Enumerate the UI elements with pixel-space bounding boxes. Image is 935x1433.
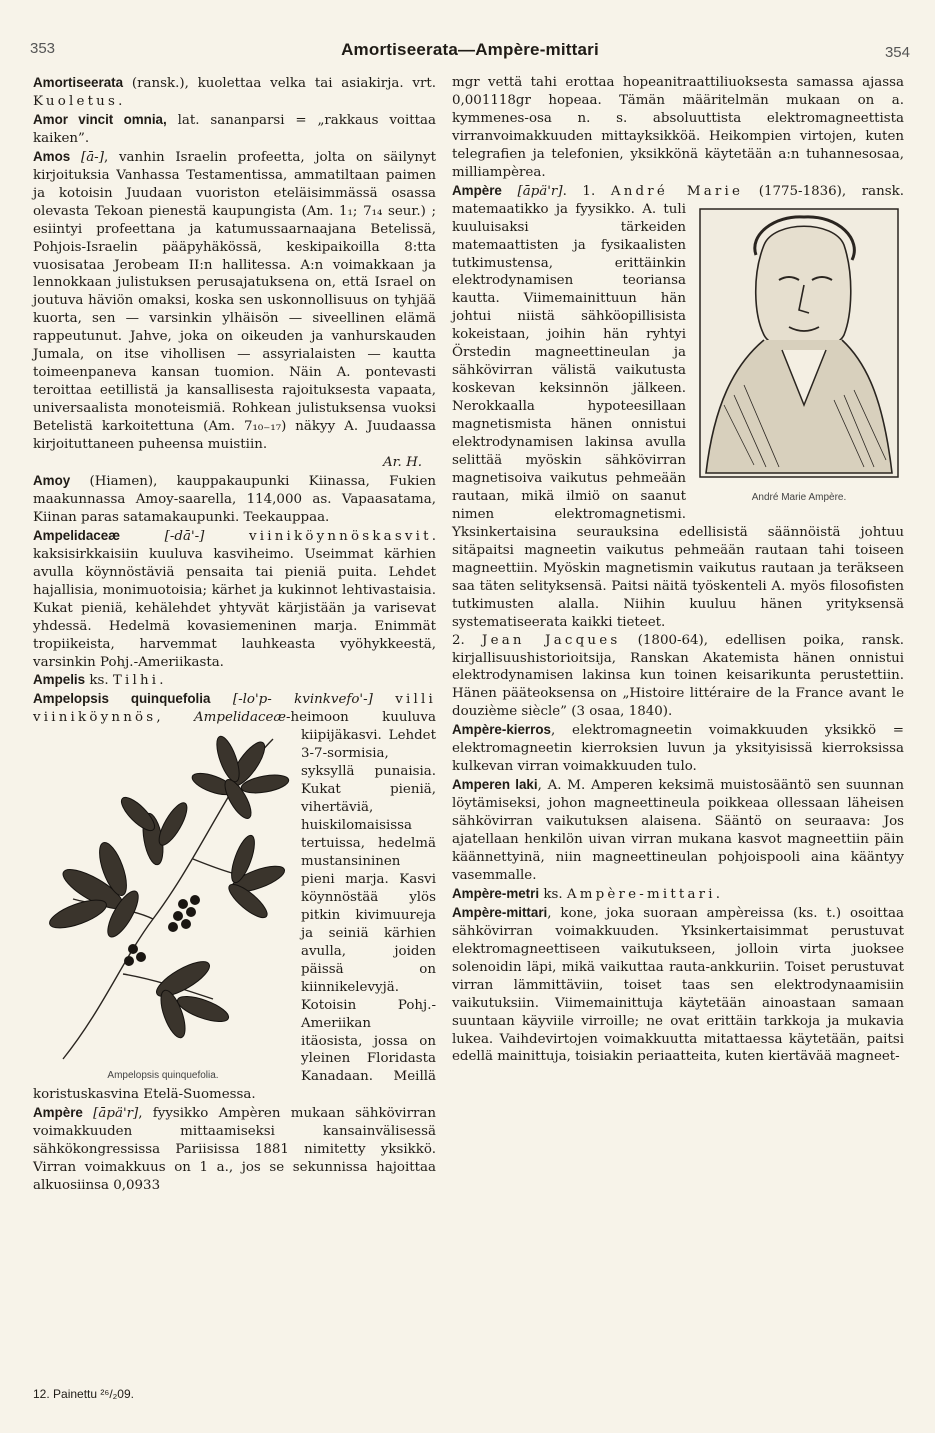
plant-caption: Ampelopsis quinquefolia.	[107, 1070, 219, 1082]
pronunciation: [-dā'-]	[120, 528, 205, 544]
page-number-left: 353	[30, 40, 56, 57]
entry-number: 2.	[452, 632, 483, 648]
entry-amor	[33, 111, 436, 148]
headword: Ampelidaceæ	[33, 527, 121, 543]
pronunciation: [ā-]	[80, 149, 104, 165]
page-title: Amortiseerata—Ampère-mittari	[341, 40, 599, 59]
pronunciation: [āpä'r]	[501, 183, 563, 199]
entry-text: -heimoon kuuluva kiipijäkasvi. Lehdet 3-7-sormisia, syksyllä punaisia. Kukat pieniä, vihertäviä, huiskilomaisissa tertuissa, hedelmä mustansininen pieni marja. Kasvi köynnöstää ylös pitkin kivimuureja ja seiniä kärhien avulla, joiden päissä on kiinnikelevyjä. Kotoisin Pohj.-Ameriikan itäosista, jossa on yleinen Floridasta Kanadaan. Meillä koristuskasvina Etelä-Suomessa.	[33, 710, 436, 1103]
entry-tail: .	[715, 886, 721, 902]
entry-continuation: mgr vettä tahi erottaa hopeanitraattiliuoksesta samassa ajassa 0,001118gr hopeaa. Tämän määritelmän mukaan on a. kymmenes-osa n. s. absoluuttista elektromagneettista virranvoimakkuuden mittayksikköä. Heikompien virtojen, kuten telegrafien ja telefonien, yksikkönä käytetään a:n tuhannesosaa, milliampèrea.	[452, 75, 904, 180]
portrait-caption: André Marie Ampère.	[751, 491, 847, 503]
person-name: André Marie	[610, 183, 744, 199]
headword: Amor vincit omnia,	[33, 111, 167, 127]
entry-text: , vanhin Israelin profeetta, jolta on säilynyt kirjoituksia Vanhassa Testamentissa, ammatiltaan paimen ja kotoisin Juudaan vuoriston eteläisimmässä osassa olevasta Tekoan pienestä kaupungista (Am. 1₁; 7₁₄ seur.) ; esiintyi profeettana ja katumussaarnaajana Betelissä, Pohjois-Israelin pääpyhäkössä, keskipaikoilla 8:tta vuosisataa Jerobeam II:n hallitessa. A:n voimakkaan ja lennokkaan julistuksen perusajatuksena on, että Israel on joutuva häviön omaksi, koska sen uskonnollisuus on tyhjää kuorta, sen — varsinkin ylhäisön — siveellinen elämä rappeutunut. Jahve, joka on oikeuden ja vanhurskauden Jumala, on itse vihollisen — assyrialaisten — kautta toimeenpaneva kansan tuomion. Näin A. pontevasti teroittaa eetillistä ja kansallisesta rajoituksesta vapaata, universaalista monoteismiä. Rohkean julistuksensa vuoksi Betelistä karkoitettuna (Am. 7₁₀₋₁₇) näkyy A. Juudaassa kirjoituttaneen puheensa muistiin.	[33, 149, 436, 453]
headword: Amos	[33, 148, 71, 164]
entry-ampelis	[33, 671, 436, 690]
headword: Ampère-kierros	[452, 722, 551, 738]
cross-reference: Tilhi	[112, 673, 160, 689]
entry-ampere-unit	[33, 1104, 436, 1195]
right-column	[452, 74, 904, 1066]
vine-leaf-icon	[33, 729, 293, 1064]
printer-footer: 12. Painettu ²⁶/₂09.	[33, 1387, 134, 1401]
headword: Ampère	[33, 1105, 83, 1121]
entry-text: lat. sananparsi = „rakkaus voittaa kaiken”.	[33, 112, 436, 146]
person-name: Jean Jacques	[482, 632, 621, 648]
cross-reference: Kuoletus	[33, 93, 119, 109]
entry-text: , kone, joka suoraan ampèreissa (ks. t.) osoittaa sähkövirran voimakkuuden. Yksinkertaisimmat perustuvat elektromagneettiseen vaikutukseen, jolloin virta juoksee solenoidin läpi, mikä vaikuttaa rauta-ankkuriin. Toiset perustuvat virran lämmittäviin, toiset taas sen elektrodynaamisiin vaikutuksiin. Viimemainittuja käytetään ainoastaan samaan suuntaan käyviile virroille; ne ovat erittäin tarkkoja ja mukavia lukea. Vaihdevirtojen voimakkuutta mitattaessa käytetään, paitsi edellä mainittuja, toisiakin periaatteita, kuten kiertävää magneet-	[452, 905, 904, 1065]
headword: Ampère-mittari	[452, 904, 548, 920]
entry-text: , A. M. Amperen keksimä muistosääntö sen suunnan löytämiseksi, johon magneettineula poikkeaa ollessaan läheisen sähkövirran vaikutuksen alaisena. Sääntö on seuraava: Jos ajatellaan henkilön uivan virran mukana kasvot magneettiin päin käännettyinä, niin magneettineulan pohjoispooli aina kääntyy vasemmalle.	[452, 778, 904, 883]
entry-ampere-person	[452, 182, 904, 632]
entry-ampere-son	[452, 632, 904, 722]
pronunciation: [āpä'r]	[82, 1106, 139, 1122]
entry-text: (Hiamen), kauppakaupunki Kiinassa, Fukien maakunnassa Amoy-saarella, 114,000 as. Vapaasatama, Kiinan paras satamakaupunki. Teekauppaa.	[33, 473, 436, 525]
portrait-icon	[694, 205, 904, 485]
author-signature: Ar. H.	[382, 455, 422, 471]
entry-ampelopsis	[33, 690, 436, 1104]
headword: Amortiseerata	[33, 75, 124, 90]
entry-ampere-mittari	[452, 904, 904, 1067]
entry-text: (1775-1836), ransk. matemaatikko ja fyysikko. A. tuli kuuluisaksi tärkeiden matemaattisten ja fysikaalisten tutkimustensa, erittäinkin elektrodynamisen teoriansa kautta. Viimemainittuun hän johtui niistä sähköopillisista kokeistaan, joihin hän ryhtyi Örstedin magneettineulan ja sähkövirran välistä vaikutusta koskevan keksinnön jälkeen. Nerokkaalla hypoteesillaan magnetismista hänen onnistui elektrodynamisen lakinsa avulla selittää myöskin sähkövirran magnetisoiva vaikutus pehmeään rautaan, mikä ilmiö on saanut nimen elektromagnetismi. Yksinkertaisina seurauksina edellisistä säännöistä johtuu sitäpaitsi magneetin vaikutus pehmeään rautaan tahi toiseen magneettiin. Myöskin magnetismin vaikutus rautaan ja teräkseen saa täten selityksensä. Paitsi näitä työskenteli A. myös filosofisten tutkimusten alalla. Niihin kuuluu hänen yrityksensä systematiseerata kaikki tieteet.	[452, 183, 905, 630]
entry-tail: .	[159, 673, 164, 689]
entry-amoy	[33, 472, 436, 527]
cross-reference: villi viiniköynnös	[33, 692, 436, 726]
plant-illustration	[33, 729, 293, 1082]
entry-text: ks.	[85, 673, 113, 689]
pronunciation: [-lo'p- kvinkvefo'-]	[210, 692, 373, 708]
entry-text: ks.	[539, 886, 567, 902]
entry-amperen-laki	[452, 776, 904, 885]
entry-tail: .	[118, 93, 123, 109]
entry-text: . 1.	[562, 183, 611, 199]
headword: Ampelis	[33, 672, 86, 688]
headword: Ampelopsis quinquefolia	[33, 691, 211, 707]
headword: Amoy	[33, 472, 71, 488]
entry-text: , elektromagneetin voimakkuuden yksikkö = elektromagneetin kierroksien luvun ja yksityisissä kierroksissa kulkevan virran voimakkuuden tulo.	[452, 723, 904, 775]
cross-reference: viiniköynnöskasvit	[248, 528, 432, 544]
entry-text: , fyysikko Ampèren mukaan sähkövirran voimakkuuden mittaamiseksi kansainvälisessä sähkökongressissa Pariisissa 1881 nimitetty yksikkö. Virran voimakkuus on 1 a., jos se sekunnissa hajoittaa alkuosiinsa 0,0933	[33, 1106, 436, 1194]
headword: Ampère	[452, 182, 502, 198]
entry-ampelidaceae	[33, 527, 436, 672]
separator: ,	[156, 710, 194, 726]
entry-ampere-kierros	[452, 721, 904, 776]
entry-ampere-metri	[452, 885, 904, 904]
entry-text: (1800-64), edellisen poika, ransk. kirjallisuushistorioitsija, Ranskan Akatemista hänen onnistui elektrodynamisen lakinsa kun toinen keisarikunta perustettiin. Hänen pääteoksensa on „Histoire littéraire de la France avant le douzième siècle” (3 osaa, 1840).	[452, 632, 904, 720]
portrait-illustration	[694, 205, 904, 503]
page-header	[30, 38, 910, 64]
left-column	[33, 74, 436, 1195]
headword: Amperen laki	[452, 777, 538, 793]
page-number-right: 354	[884, 44, 910, 61]
entry-text: . kaksisirkkaisiin kuuluva kasviheimo. Useimmat kärhien avulla köynnöstäviä pensaita tai pieniä puita. Lehdet hajallisia, monimuotoisia; kärhet ja kukinnot lehtivastaisia. Kukat pieniä, kehälehdet yhtyvät kärjistään ja varisevat yhdessä. Hedelmä kovasiemeninen marja. Enimmät tropiikeista, harvemmat lauhkeasta vyöhykkeestä, varsinkin Pohj.-Ameriikasta.	[33, 528, 436, 670]
entry-text: (ransk.), kuolettaa velka tai asiakirja. vrt.	[123, 76, 436, 91]
entry-amos	[33, 148, 436, 454]
cross-reference: Ampère-mittari	[566, 886, 716, 902]
entry-amortiseerata	[33, 74, 436, 111]
headword: Ampère-metri	[452, 885, 540, 901]
family-name: Ampelidaceæ	[194, 710, 286, 726]
